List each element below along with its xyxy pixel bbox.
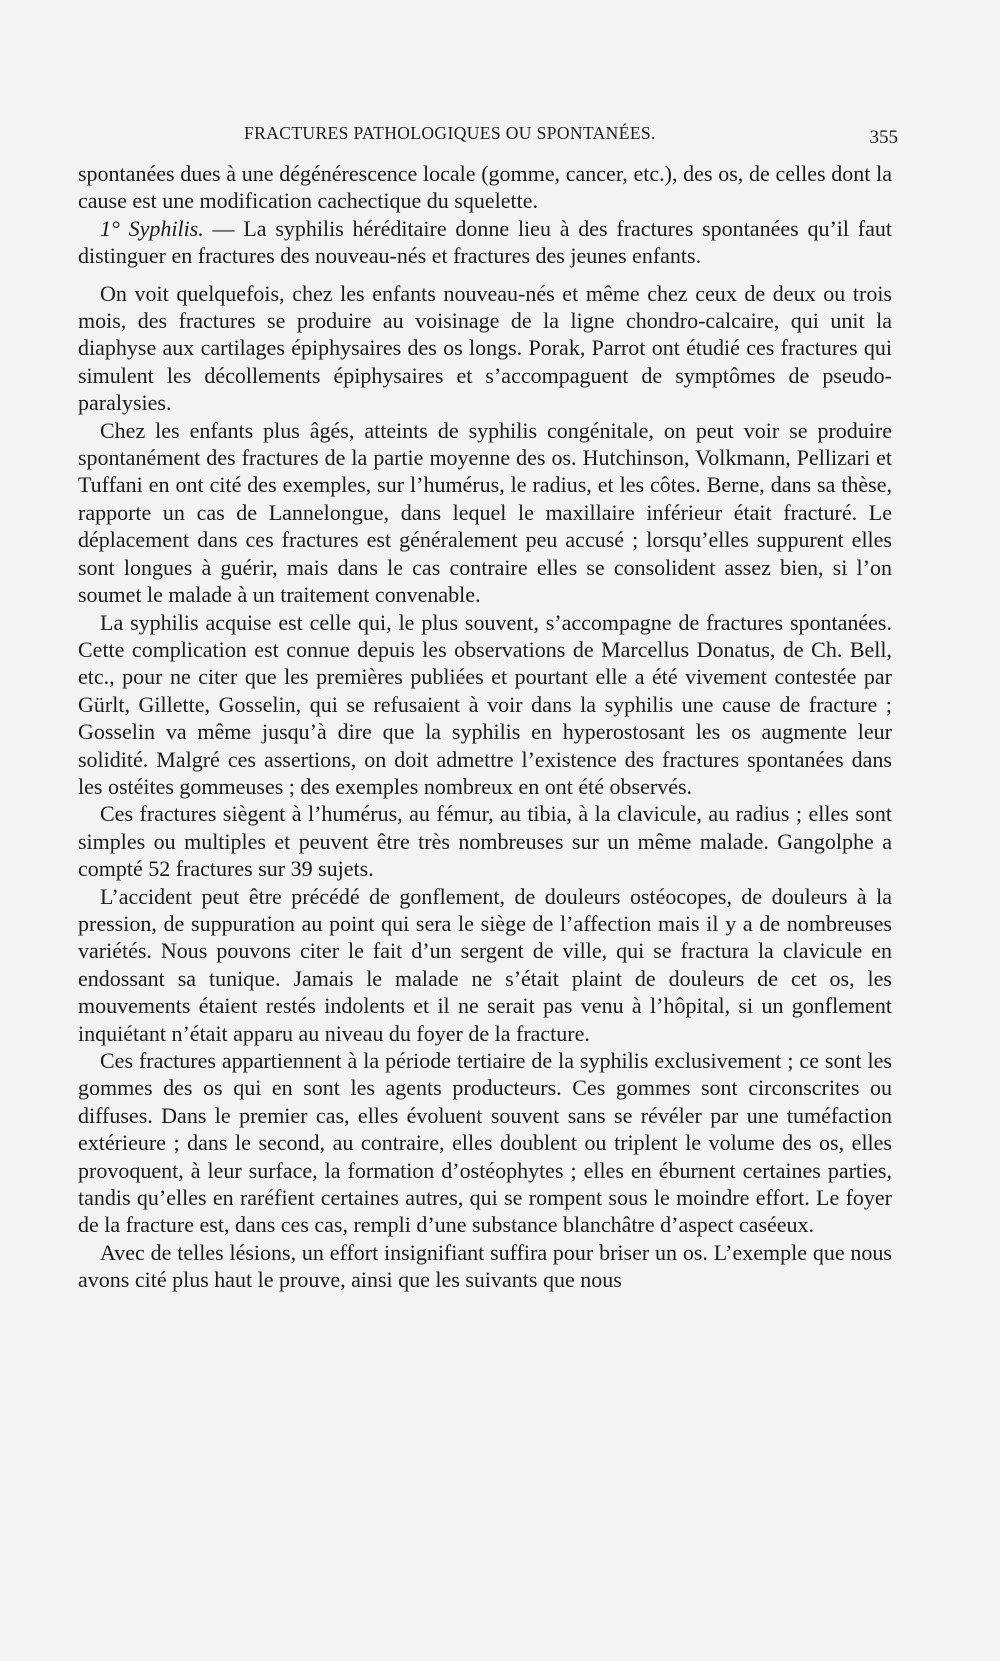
paragraph-acquired-syphilis: La syphilis acquise est celle qui, le plus souvent, s’accompagne de fractures spontanées. Cette complication est connue depuis les observations de Marcellus Donatus, de Ch. Bell, etc., pour ne citer que les premières publiées et pourtant elle a été vivement contestée par Gürlt, Gillette, Gosselin, qui se refusaient à voir dans la syphilis une cause de fracture ; Gosselin va même jusqu’à dire que la syphilis en hyperostosant les os augmente leur solidité. Malgré ces assertions, on doit admettre l’existence des fractures spontanées dans les ostéites gommeuses ; des exemples nombreux en ont été observés. [78, 609, 892, 799]
body-text [78, 160, 892, 1294]
paragraph-accident: L’accident peut être précédé de gonflement, de douleurs ostéocopes, de douleurs à la pression, de suppuration au point qui sera le siège de l’affection mais il y a de nombreuses variétés. Nous pouvons citer le fait d’un sergent de ville, qui se fractura la clavicule en endossant sa tunique. Jamais le malade ne s’était plaint de douleurs de cet os, les mouvements étaient restés indolents et il ne serait pas venu à l’hôpital, si un gonflement inquiétant n’était apparu au niveau du foyer de la fracture. [78, 883, 892, 1046]
chapter-running-title: FRACTURES PATHOLOGIQUES OU SPONTANÉES. [244, 123, 656, 143]
paragraph-continuation: spontanées dues à une dégénérescence locale (gomme, cancer, etc.), des os, de celles dont la cause est une modification cachectique du squelette. [78, 161, 892, 214]
running-header [238, 123, 898, 157]
paragraph-tertiary-period: Ces fractures appartiennent à la période tertiaire de la syphilis exclusivement ; ce sont les gommes des os qui en sont les agents producteurs. Ces gommes sont circonscrites ou diffuses. Dans le premier cas, elles évoluent souvent sans se révéler par une tuméfaction extérieure ; dans le second, au contraire, elles doublent ou triplent le volume des os, elles provoquent, à leur surface, la formation d’ostéophytes ; elles en éburnent certaines parties, tandis qu’elles en raréfient certaines autres, qui se rompent sous le moindre effort. Le foyer de la fracture est, dans ces cas, rempli d’une substance blanchâtre d’aspect caséeux. [78, 1048, 892, 1238]
paragraph-syphilis-text: — La syphilis héréditaire donne lieu à des fractures spontanées qu’il faut distinguer en fractures des nouveau-nés et fractures des jeunes enfants. [78, 215, 892, 269]
paragraph-newborns: On voit quelquefois, chez les enfants nouveau-nés et même chez ceux de deux ou trois mois, des fractures se produire au voisinage de la ligne chondro-calcaire, qui unit la diaphyse aux cartilages épiphysaires des os longs. Porak, Parrot ont étudié ces fractures qui simulent les décollements épiphysaires et s’accompaguent de symptômes de pseudo-paralysies. [78, 280, 892, 416]
paragraph-lesions: Avec de telles lésions, un effort insignifiant suffira pour briser un os. L’exemple que nous avons cité plus haut le prouve, ainsi que les suivants que nous [78, 1239, 892, 1293]
paragraph-fracture-sites: Ces fractures siègent à l’humérus, au fémur, au tibia, à la clavicule, au radius ; elles sont simples ou multiples et peuvent être très nombreuses sur un même malade. Gangolphe a compté 52 fractures sur 39 sujets. [78, 801, 892, 882]
paragraph-older-children: Chez les enfants plus âgés, atteints de syphilis congénitale, on peut voir se produire spontanément des fractures de la partie moyenne des os. Hutchinson, Volkmann, Pellizari et Tuffani en ont cité des exemples, sur l’humérus, le radius, et les côtes. Berne, dans sa thèse, rapporte un cas de Lannelongue, dans lequel le maxillaire inférieur était fracturé. Le déplacement dans ces fractures est généralement peu accusé ; lorsqu’elles suppurent elles sont longues à guérir, mais dans le cas contraire elles se consolident assez bien, si l’on soumet le malade à un traitement convenable. [78, 417, 892, 608]
page-number: 355 [869, 127, 898, 148]
paragraph-syphilis-heading [78, 215, 892, 270]
section-label-syphilis: 1° Syphilis. [100, 215, 204, 241]
